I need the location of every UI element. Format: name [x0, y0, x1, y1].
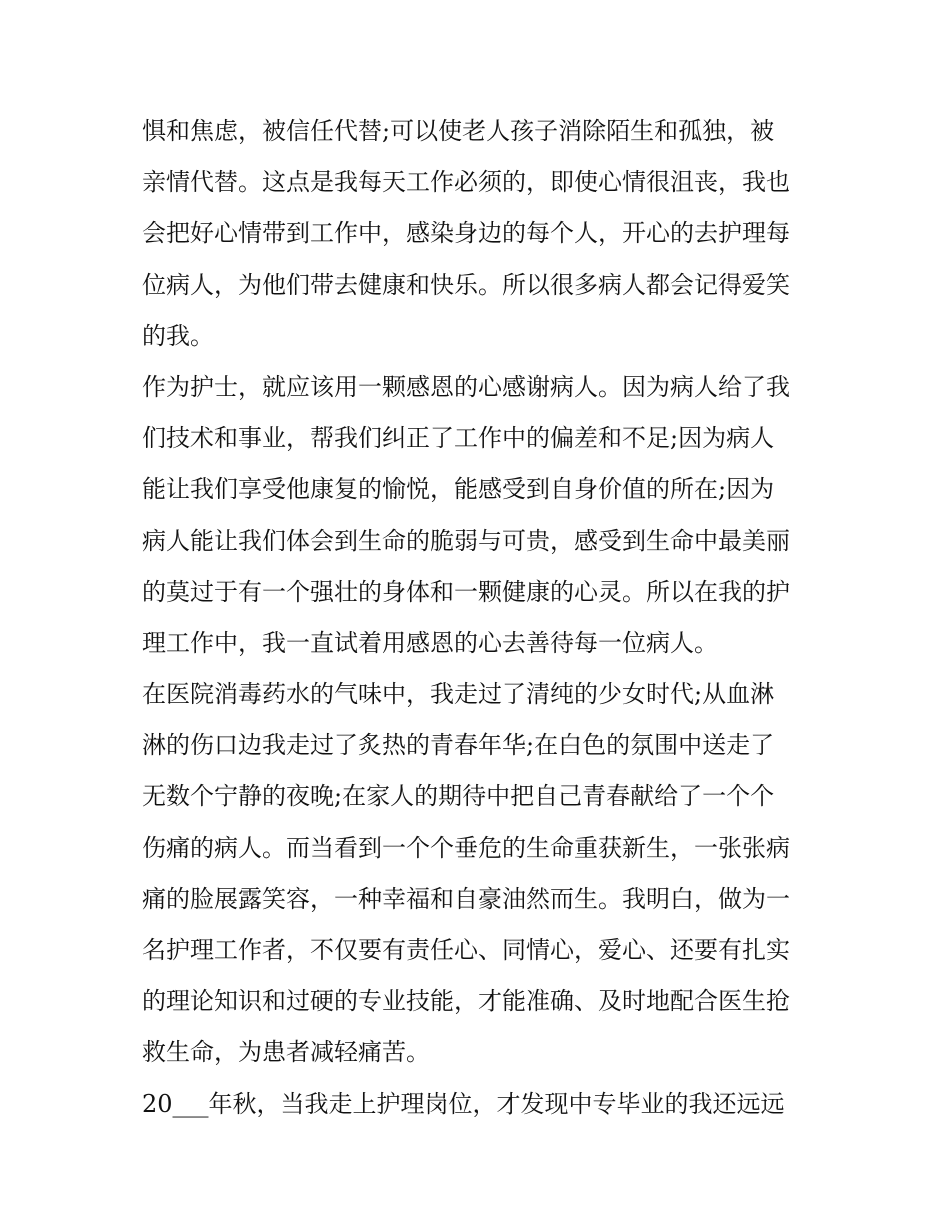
text-line: 救生命，为患者减轻痛苦。: [142, 1038, 430, 1067]
text-line: 的我。: [142, 321, 214, 350]
text-line: 作为护士，就应该用一颗感恩的心感谢病人。因为病人给了我: [142, 372, 790, 401]
text-line: 的莫过于有一个强壮的身体和一颗健康的心灵。所以在我的护: [142, 577, 790, 606]
text-line: 病人能让我们体会到生命的脆弱与可贵，感受到生命中最美丽: [142, 526, 790, 555]
text-line: 亲情代替。这点是我每天工作必须的，即使心情很沮丧，我也: [142, 168, 790, 197]
document-body: [142, 106, 822, 1130]
text-line: 的理论知识和过硬的专业技能，才能准确、及时地配合医生抢: [142, 987, 790, 1016]
text-line: 能让我们享受他康复的愉悦，能感受到自身价值的所在;因为: [142, 475, 775, 504]
text-line: 20___年秋，当我走上护理岗位，才发现中专毕业的我还远远: [142, 1089, 785, 1118]
text-line: 伤痛的病人。而当看到一个个垂危的生命重获新生，一张张病: [142, 833, 790, 862]
text-line: 淋的伤口边我走过了炙热的青春年华;在白色的氛围中送走了: [142, 731, 775, 760]
text-line: 会把好心情带到工作中，感染身边的每个人，开心的去护理每: [142, 219, 790, 248]
text-line: 名护理工作者，不仅要有责任心、同情心，爱心、还要有扎实: [142, 936, 790, 964]
text-line: 在医院消毒药水的气味中，我走过了清纯的少女时代;从血淋: [142, 680, 775, 709]
text-line: 理工作中，我一直试着用感恩的心去善待每一位病人。: [142, 628, 718, 657]
text-line: 位病人，为他们带去健康和快乐。所以很多病人都会记得爱笑: [142, 270, 790, 299]
text-line: 惧和焦虑，被信任代替;可以使老人孩子消除陌生和孤独，被: [142, 117, 775, 145]
text-line: 无数个宁静的夜晚;在家人的期待中把自己青春献给了一个个: [142, 782, 775, 811]
text-line: 们技术和事业，帮我们纠正了工作中的偏差和不足;因为病人: [142, 424, 775, 453]
text-line: 痛的脸展露笑容，一种幸福和自豪油然而生。我明白，做为一: [142, 884, 790, 913]
